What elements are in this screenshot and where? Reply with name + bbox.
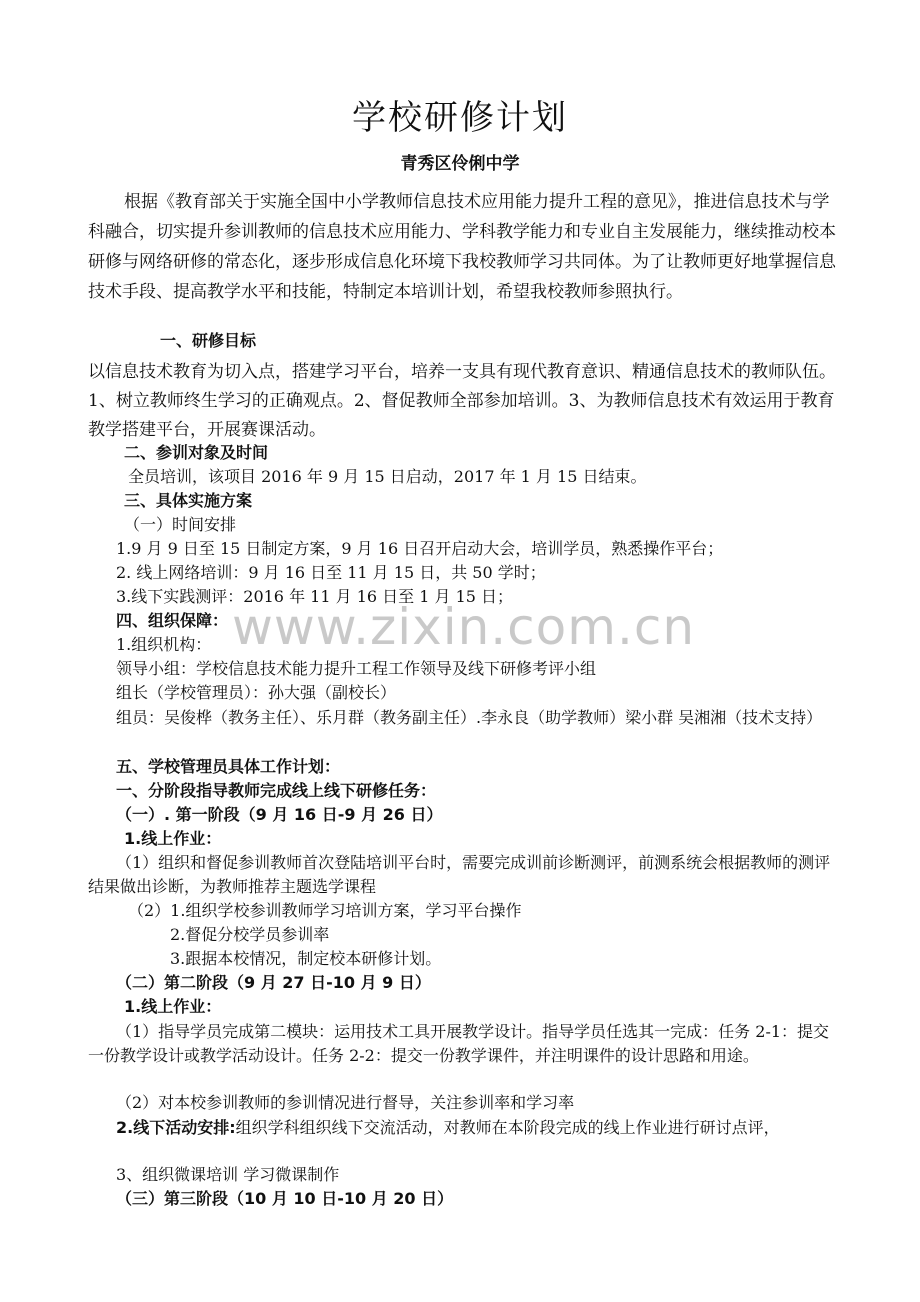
section-3-heading: 三、具体实施方案 [124, 491, 253, 510]
schedule-item-3: 3.线下实践测评：2016 年 11 月 16 日至 1 月 15 日； [116, 587, 514, 606]
stage-2-offline [88, 1116, 840, 1140]
section-5-heading: 五、学校管理员具体工作计划： [116, 757, 341, 776]
section-4-heading: 四、组织保障： [116, 611, 229, 630]
watermark: www.zixin.com.cn [232, 598, 696, 656]
document-subtitle: 青秀区伶俐中学 [400, 154, 520, 174]
group-members: 组员：吴俊桦（教务主任）、乐月群（教务副主任）.李永良（助学教师）梁小群 吴湘湘（技术支持） [116, 708, 823, 727]
stage-2-paragraph-2: （2）对本校参训教师的参训情况进行督导，关注参训率和学习率 [116, 1093, 575, 1112]
document-title: 学校研修计划 [352, 98, 568, 138]
section-2-heading: 二、参训对象及时间 [124, 443, 269, 462]
stage-3-heading: （三）第三阶段（10 月 10 日-10 月 20 日） [116, 1189, 454, 1208]
stage-2-offline-label: 2.线下活动安排: [116, 1118, 236, 1137]
leadership-group: 领导小组：学校信息技术能力提升工程工作领导及线下研修考评小组 [116, 659, 597, 678]
stage-2-online-label: 1.线上作业： [124, 997, 222, 1016]
stage-1-paragraph-1: （1）组织和督促参训教师首次登陆培训平台时，需要完成训前诊断测评，前测系统会根据教师的测评结果做出诊断，为教师推荐主题选学课程 [88, 853, 831, 896]
org-structure-label: 1.组织机构： [116, 635, 212, 654]
section-1-body: 以信息技术教育为切入点，搭建学习平台，培养一支具有现代教育意识、精通信息技术的教师队伍。1、树立教师终生学习的正确观点。2、督促教师全部参加培训。3、为教师信息技术有效运用于教育教学搭建平台，开展赛课活动。 [88, 362, 836, 440]
stage-1-paragraph-2a: （2）1.组织学校参训教师学习培训方案，学习平台操作 [128, 901, 522, 920]
stage-1-heading: （一）. 第一阶段（9 月 16 日-9 月 26 日） [116, 805, 443, 824]
stage-1-online-label: 1.线上作业： [124, 829, 222, 848]
schedule-item-1: 1.9 月 9 日至 15 日制定方案，9 月 16 日召开启动大会，培训学员，熟悉操作平台； [116, 539, 724, 558]
task-heading: 一、分阶段指导教师完成线上线下研修任务： [116, 781, 437, 800]
intro-paragraph: 根据《教育部关于实施全国中小学教师信息技术应用能力提升工程的意见》，推进信息技术与学科融合，切实提升参训教师的信息技术应用能力、学科教学能力和专业自主发展能力，继续推动校本研修与网络研修的常态化，逐步形成信息化环境下我校教师学习共同体。为了让教师更好地掌握信息技术手段、提高教学水平和技能，特制定本培训计划，希望我校教师参照执行。 [88, 192, 836, 302]
section-3-subheading: （一）时间安排 [124, 515, 237, 534]
schedule-item-2: 2. 线上网络培训：9 月 16 日至 11 月 15 日，共 50 学时； [116, 563, 546, 582]
group-leader: 组长（学校管理员）：孙大强（副校长） [116, 683, 397, 702]
stage-2-offline-text: 组织学科组织线下交流活动，对教师在本阶段完成的线上作业进行研讨点评， [235, 1118, 780, 1137]
stage-2-paragraph-1: （1）指导学员完成第二模块：运用技术工具开展教学设计。指导学员任选其一完成：任务 2-1：提交一份教学设计或教学活动设计。任务 2-2：提交一份教学课件，并注明课件的设计思路和用途。 [88, 1022, 830, 1065]
stage-1-paragraph-2c: 3.跟据本校情况，制定校本研修计划。 [170, 949, 442, 968]
stage-1-paragraph-2b: 2.督促分校学员参训率 [170, 925, 330, 944]
stage-2-paragraph-3: 3、组织微课培训 学习微课制作 [116, 1165, 340, 1184]
section-1-heading: 一、研修目标 [160, 331, 257, 350]
section-2-body: 全员培训，该项目 2016 年 9 月 15 日启动，2017 年 1 月 15 日结束。 [128, 467, 647, 486]
stage-2-heading: （二）第二阶段（9 月 27 日-10 月 9 日） [116, 973, 431, 992]
